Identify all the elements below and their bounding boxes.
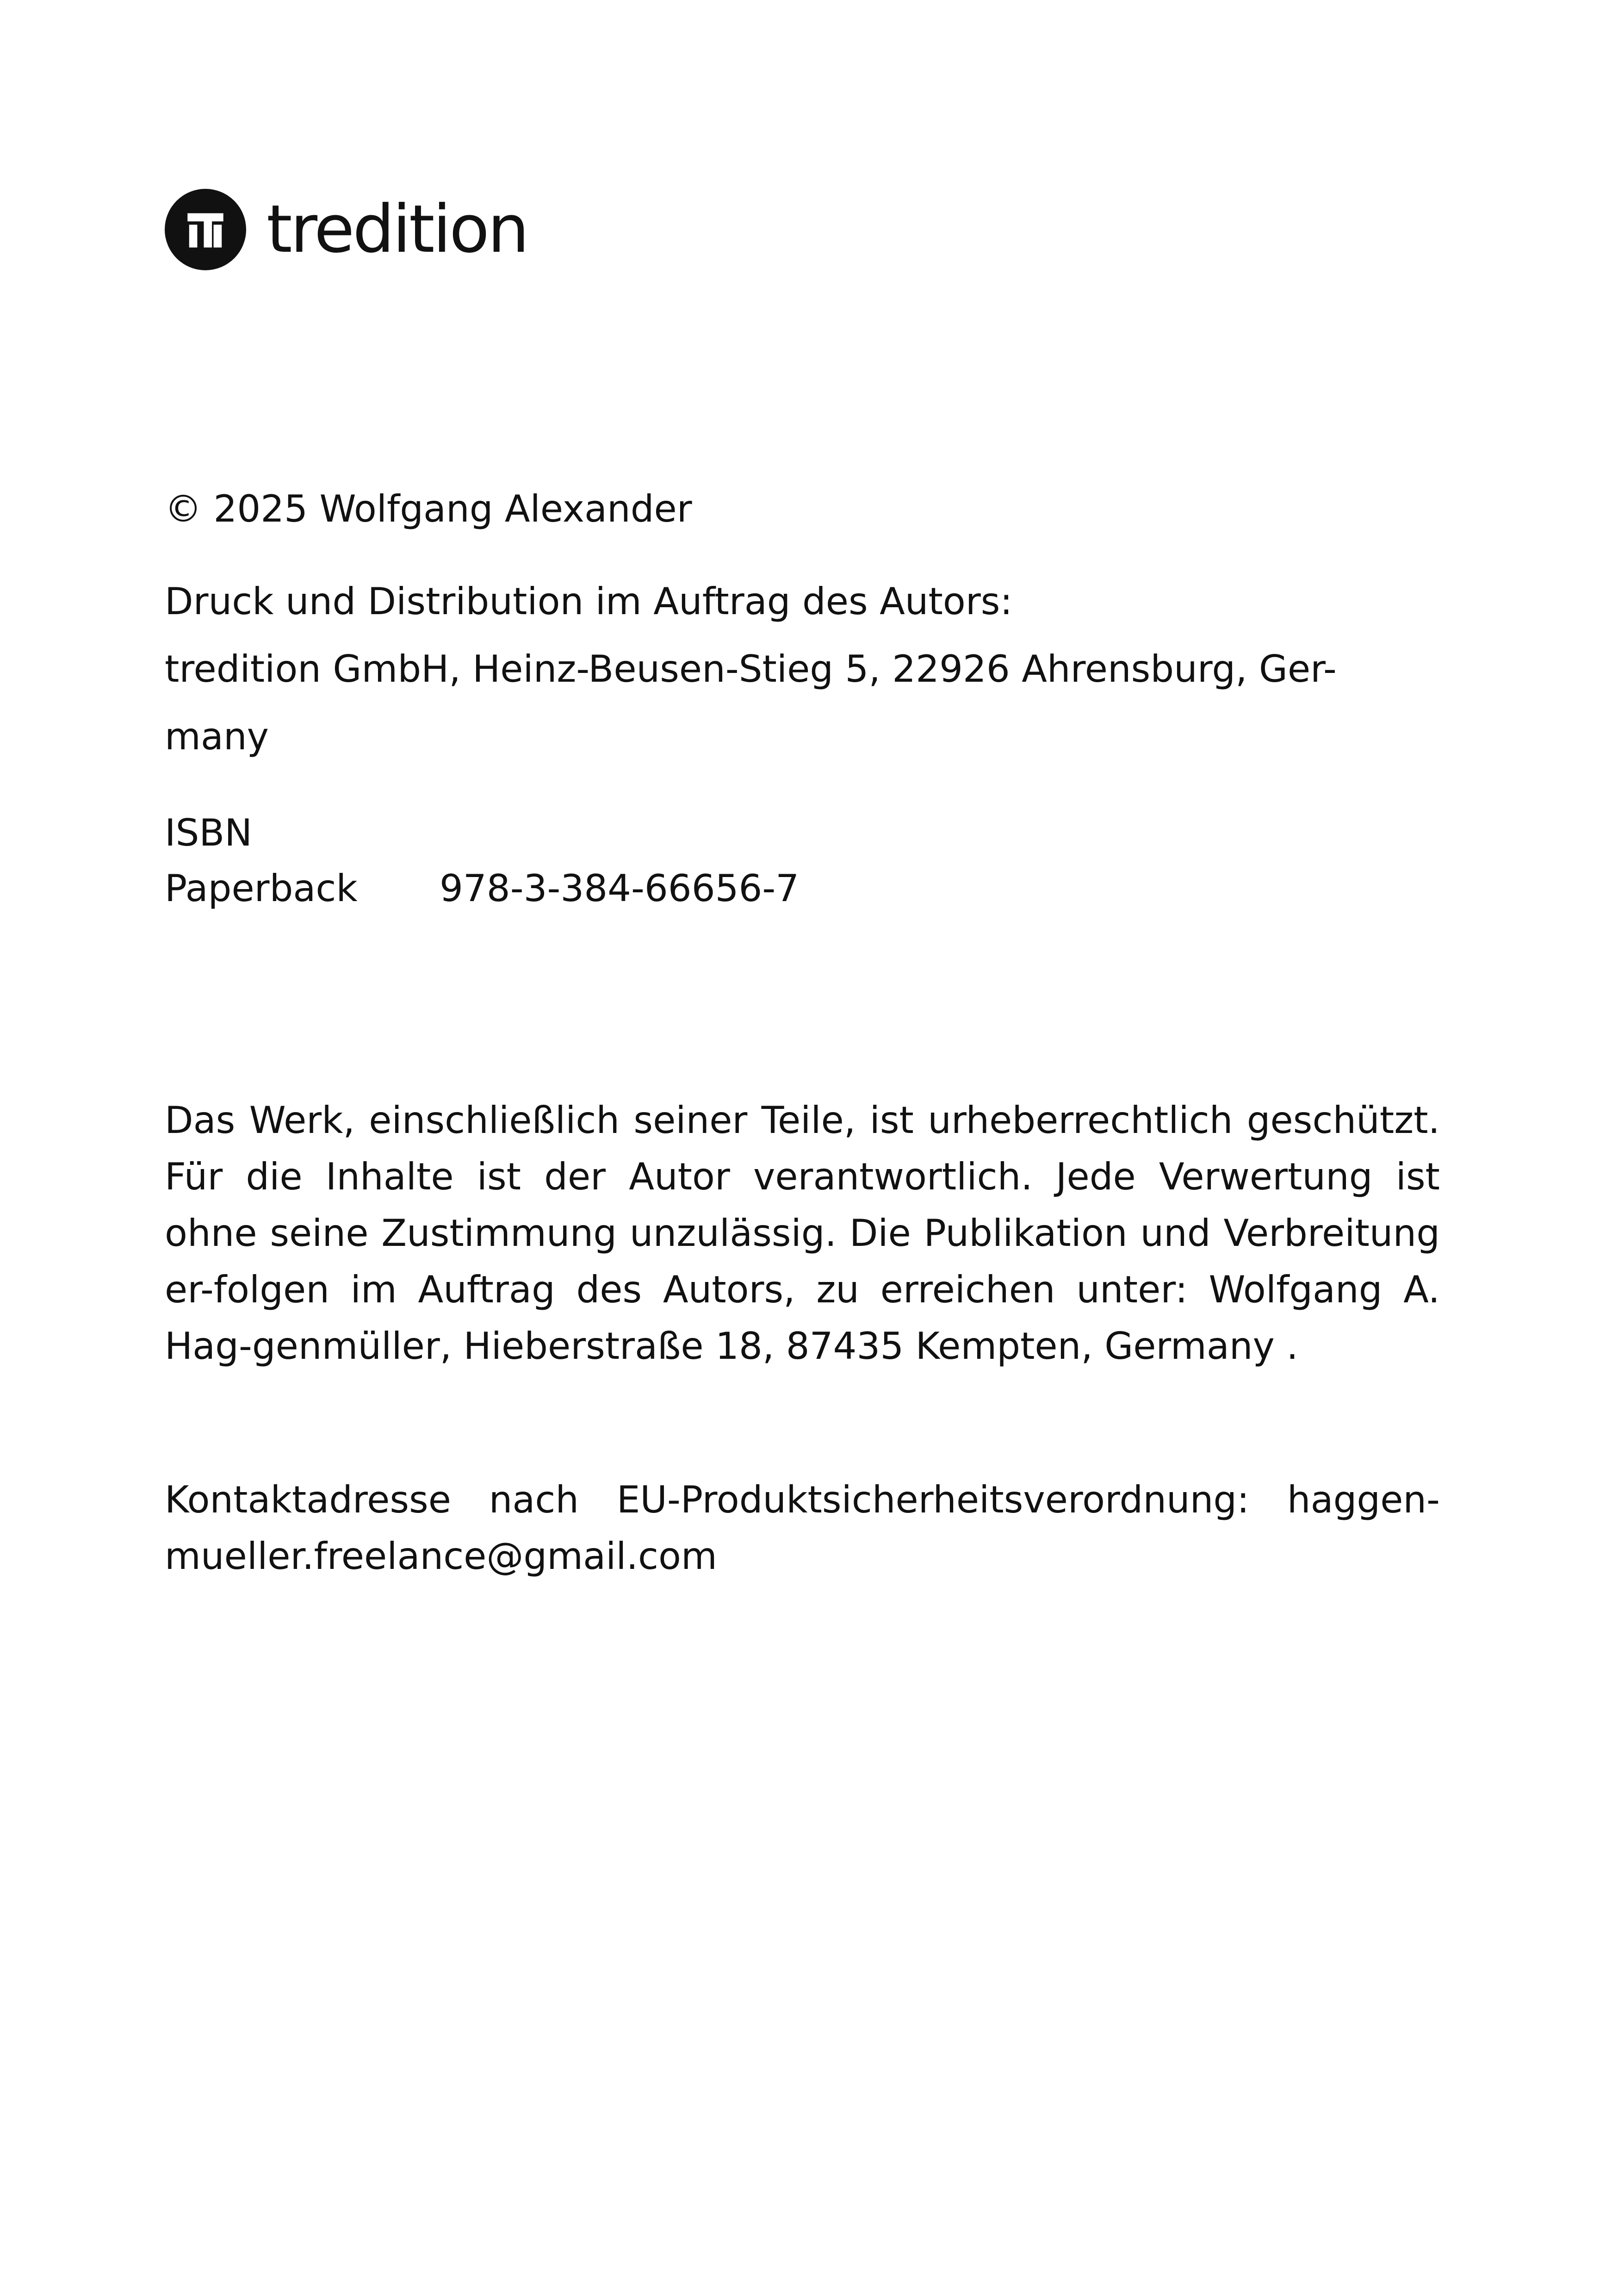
contact-address: Kontaktadresse nach EU-Produktsicherheitsverordnung: haggen-mueller.freelance@gmail.com xyxy=(165,1478,1440,1578)
isbn-row xyxy=(165,861,799,916)
distribution-line-2: tredition GmbH, Heinz-Beusen-Stieg 5, 22926 Ahrensburg, Ger- xyxy=(165,647,1337,691)
distribution-line-1: Druck und Distribution im Auftrag des Autors: xyxy=(165,580,1013,623)
copyright-line: © 2025 Wolfgang Alexander xyxy=(165,487,692,530)
isbn-format-label: Paperback xyxy=(165,867,358,910)
tredition-logo-icon xyxy=(165,189,246,270)
logo-wordmark: tredition xyxy=(267,191,527,268)
isbn-heading: ISBN xyxy=(165,811,253,854)
publisher-logo xyxy=(165,189,527,270)
isbn-number: 978-3-384-66656-7 xyxy=(440,867,800,910)
legal-notice: Das Werk, einschließlich seiner Teile, ist urheberrechtlich geschützt. Für die Inhalte ist der Autor verantwortlich. Jede Verwertung ist ohne seine Zustimmung unzulässig. Die Publikation und Verbreitung er-folgen im Auftrag des Autors, zu erreichen unter: Wolfgang A. Hag-genmüller, Hieberstraße 18, 87435 Kempten, Germany . xyxy=(165,1099,1440,1368)
distribution-line-3: many xyxy=(165,715,269,758)
